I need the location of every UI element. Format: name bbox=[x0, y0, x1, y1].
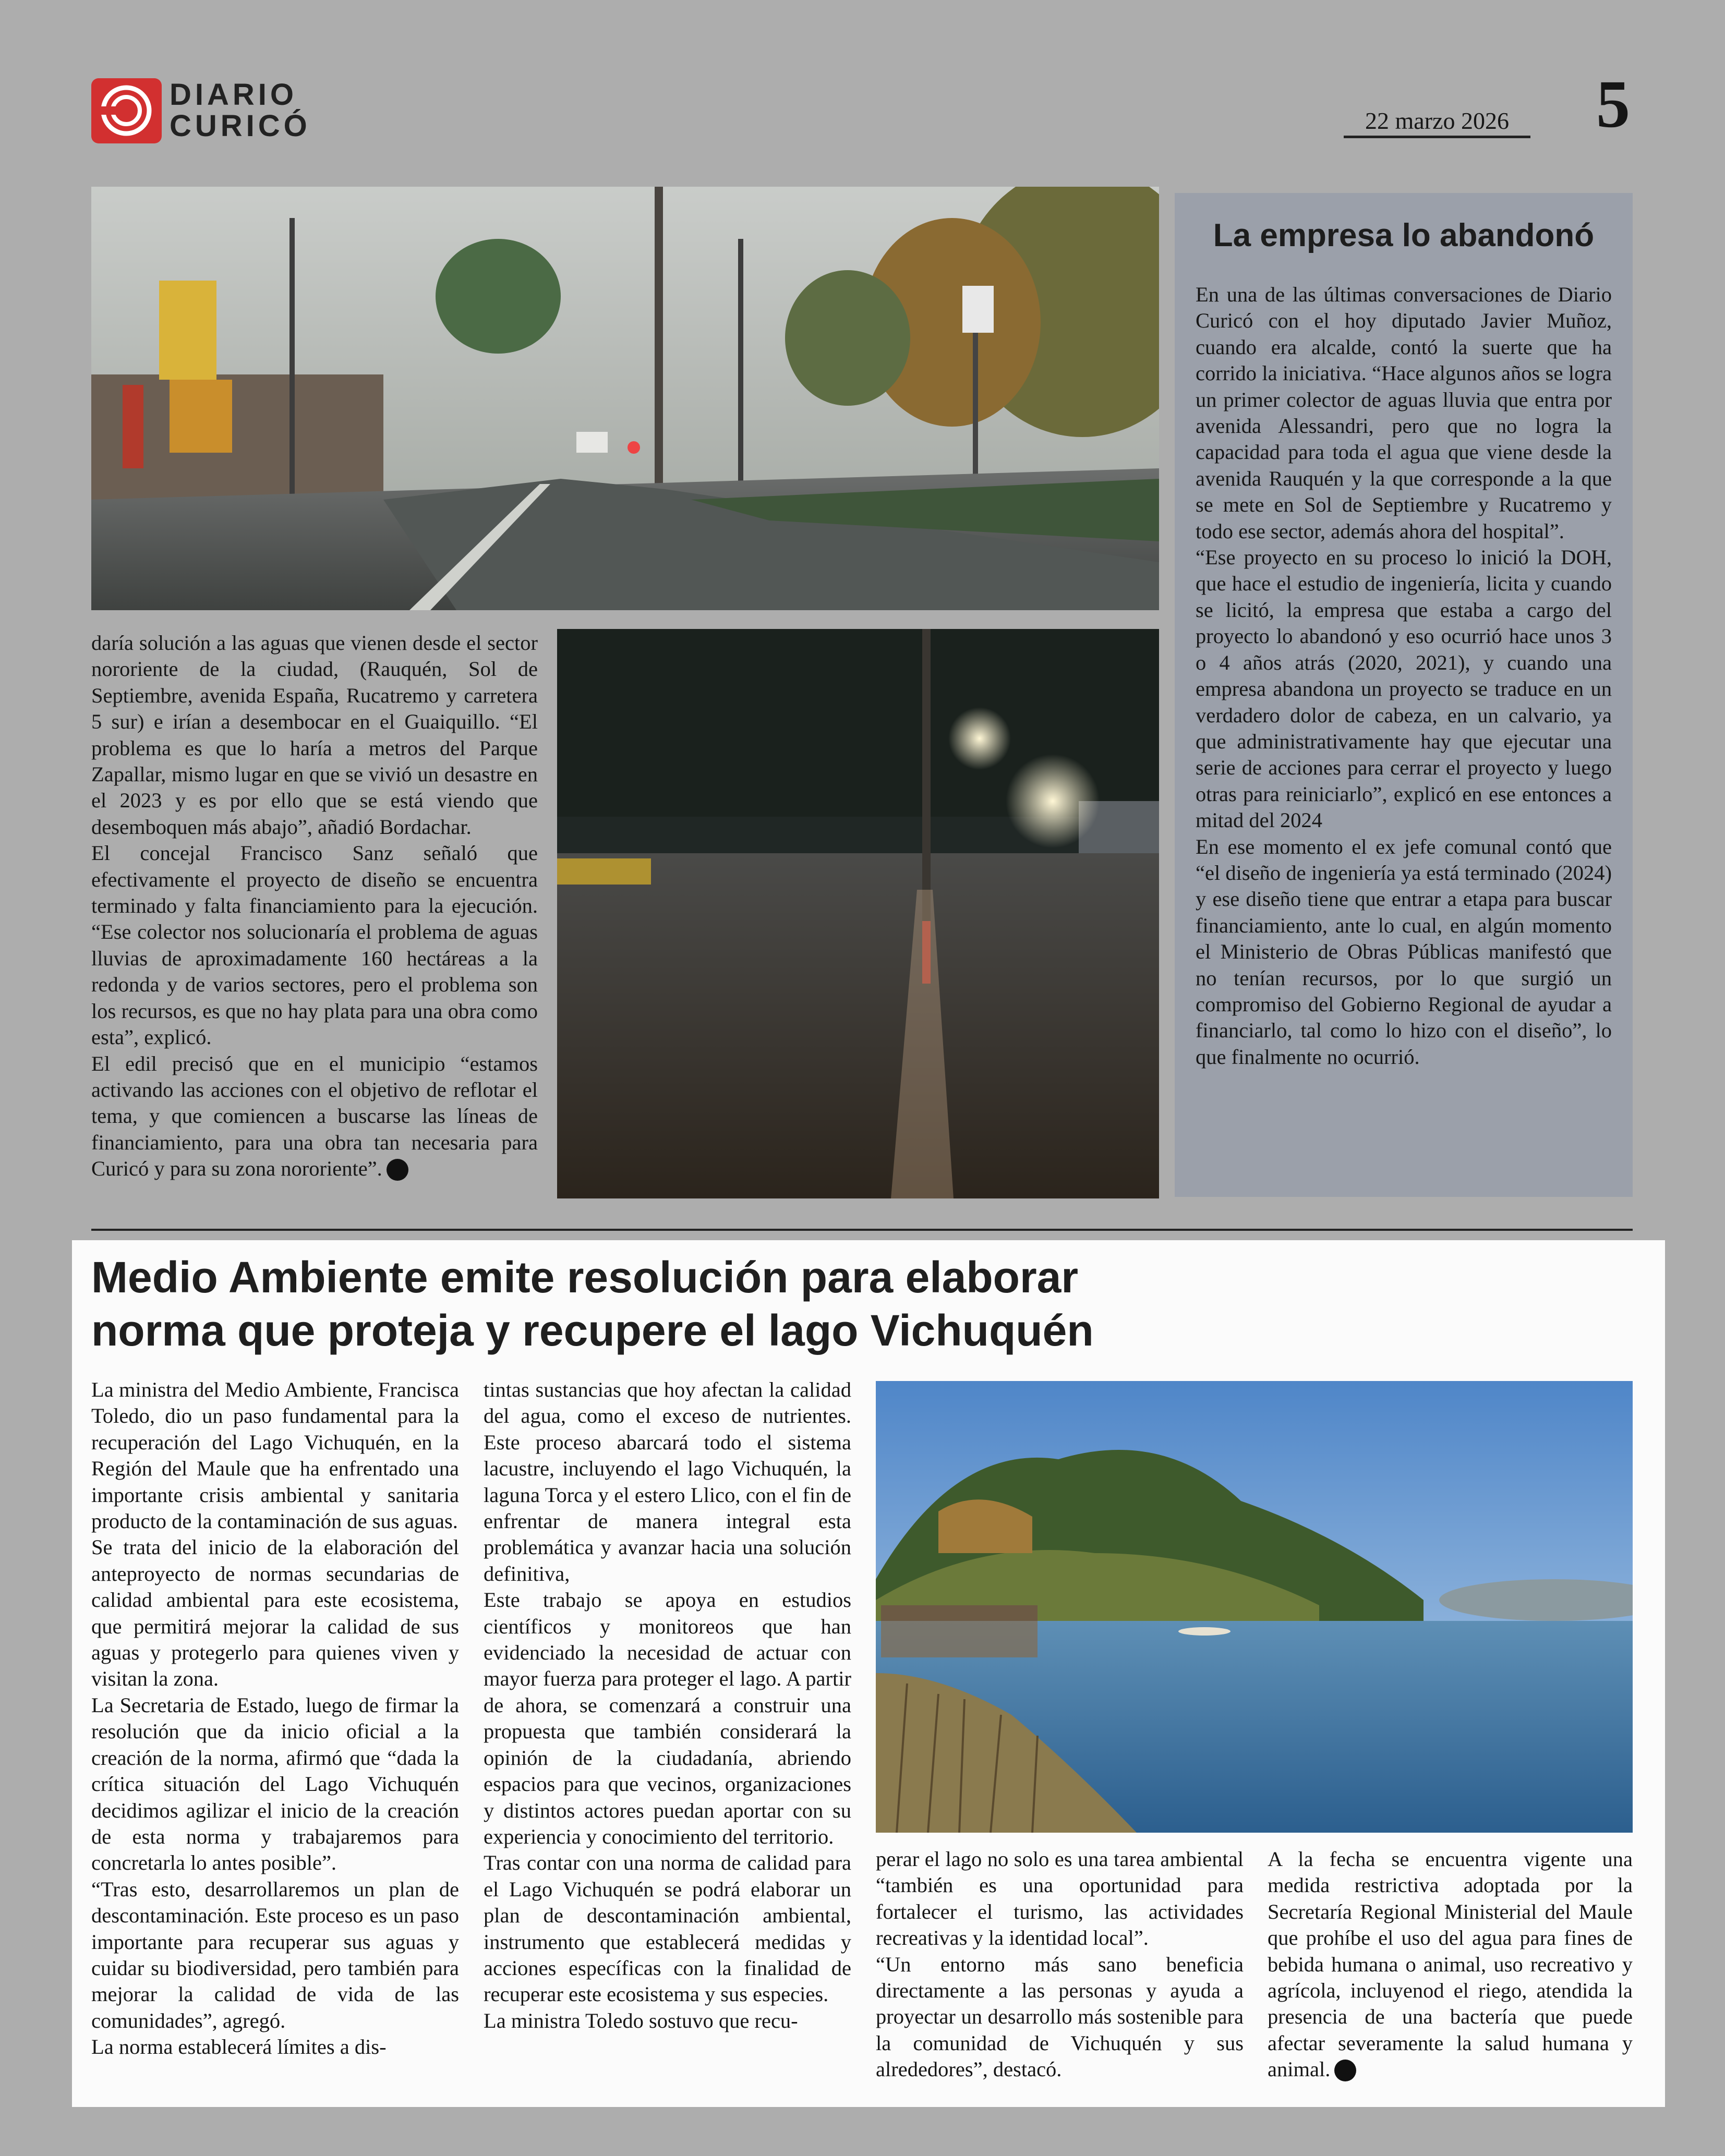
story-top-paragraph: El edil precisó que en el municipio “estamos activando las acciones con el objetivo de reflotar el tema, y que comiencen a buscarse las líneas de financiamiento, para una obra tan necesaria para Curicó y para su zona nororiente”. bbox=[91, 1051, 538, 1181]
story-paragraph: perar el lago no solo es una tarea ambiental “también es una oportunidad para fortalecer el turismo, las actividades recreativas y la identidad local”. bbox=[876, 1847, 1244, 1950]
story-paragraph: “Un entorno más sano beneficia directamente a las personas y ayuda a proyectar un desarrollo más sostenible para la comunidad de Vichuquén y sus alrededores”, destacó. bbox=[876, 1952, 1244, 2081]
page-number: 5 bbox=[1596, 67, 1630, 142]
story-paragraph: “Tras esto, desarrollaremos un plan de descontaminación. Este proceso es un paso importante para recuperar sus aguas y cuidar su biodiversidad, pero también para mejorar la calidad de vida de las comunidades”, agregó. bbox=[91, 1877, 459, 2032]
logo-line-diario: DIARIO bbox=[170, 78, 297, 112]
lake-vichuquen-photo bbox=[876, 1381, 1633, 1833]
story-top-body bbox=[91, 630, 538, 1182]
sidebar-body bbox=[1196, 282, 1612, 1070]
sidebar-paragraph: En una de las últimas conversaciones de Diario Curicó con el hoy diputado Javier Muñoz, cuando era alcalde, contó la suerte que ha corrido la iniciativa. “Hace algunos años se logra un primer colector de aguas lluvia que entra por avenida Alessandri, pero que no logra la capacidad para toda el agua que viene desde la avenida Rauquén y la que corresponde a la que se mete en Sol de Septiembre y Rucatremo y todo ese sector, además ahora del hospital”. bbox=[1196, 283, 1612, 543]
story-top-paragraph: daría solución a las aguas que vienen desde el sector nororiente de la ciudad, (Rauquén, Sol de Septiembre, avenida España, Rucatremo y carretera 5 sur) e irían a desembocar en el Guaiquillo. “El problema es que lo haría a metros del Parque Zapallar, mismo lugar en que se vivió un desastre en el 2023 y es por ello que se está viendo que desemboquen más abajo”, añadió Bordachar. bbox=[91, 631, 538, 839]
story-paragraph: La norma establecerá límites a dis- bbox=[91, 2035, 387, 2059]
story-bottom-column-1 bbox=[91, 1377, 459, 2061]
logo-d-icon bbox=[91, 78, 162, 143]
end-of-story-bullet-icon bbox=[387, 1159, 408, 1181]
issue-date: 22 marzo 2026 bbox=[1344, 107, 1530, 138]
story-paragraph: Tras contar con una norma de calidad para el Lago Vichuquén se podrá elaborar un plan de descontaminación ambiental, instrumento que establecerá medidas y acciones específicas con la finalidad de recuperar este ecosistema y sus especies. bbox=[484, 1851, 851, 2006]
story-bottom-column-4 bbox=[1268, 1846, 1633, 2083]
end-of-story-bullet-icon bbox=[1334, 2060, 1356, 2081]
sidebar-box bbox=[1175, 193, 1633, 1197]
sidebar-paragraph: En ese momento el ex jefe comunal contó que “el diseño de ingeniería ya está terminado (2024) y ese diseño tiene que entrar a etapa para buscar financiamiento, ante lo cual, en algún momento el Ministerio de Obras Públicas manifestó que no tenían recursos, por lo que surgió un compromiso del Gobierno Regional de ayudar a financiarlo, tal como lo hizo con el diseño”, lo que finalmente no ocurrió. bbox=[1196, 834, 1612, 1069]
story-paragraph: A la fecha se encuentra vigente una medida restrictiva adoptada por la Secretaría Regional Ministerial del Maule que prohíbe el uso del agua para fines de bebida humana o animal, uso recreativo y agrícola, incluyenod el riego, atendida la presencia de una bactería que puede afectar severamente la salud humana y animal. bbox=[1268, 1847, 1633, 2081]
story-bottom-column-2 bbox=[484, 1377, 851, 2034]
logo-line-curico: CURICÓ bbox=[170, 109, 311, 143]
diario-curico-logo-mark bbox=[91, 78, 162, 143]
story-top-paragraph: El concejal Francisco Sanz señaló que efectivamente el proyecto de diseño se encuentra terminado y falta financiamiento para la ejecución. “Ese colector nos solucionaría el problema de aguas lluvias de aproximadamente 160 hectáreas a la redonda y de varios sectores, pero el problema son los recursos, es que no hay plata para una obra como esta”, explicó. bbox=[91, 841, 538, 1049]
story-headline[interactable] bbox=[91, 1251, 1447, 1357]
story-bottom-column-3 bbox=[876, 1846, 1244, 2083]
story-paragraph: Se trata del inicio de la elaboración del anteproyecto de normas secundarias de calidad ambiental para este ecosistema, que permitirá mejorar la calidad de sus aguas y protegerlo para quienes viven y visitan la zona. bbox=[91, 1535, 459, 1691]
sidebar-title: La empresa lo abandonó bbox=[1213, 217, 1595, 253]
story-paragraph: La Secretaria de Estado, luego de firmar la resolución que da inicio oficial a la creación de la norma, afirmó que “dada la crítica situación del Lago Vichuquén decidimos agilizar el inicio de la creación de esta norma y trabajaremos para concretarla lo antes posible”. bbox=[91, 1693, 459, 1875]
headline-line: norma que proteja y recupere el lago Vichuquén bbox=[91, 1306, 1094, 1355]
section-divider bbox=[91, 1229, 1633, 1231]
sidebar-paragraph: “Ese proyecto en su proceso lo inició la DOH, que hace el estudio de ingeniería, licita y cuando se licitó, la empresa que estaba a cargo del proyecto lo abandonó y eso ocurrió hace unos 3 o 4 años atrás (2020, 2021), y cuando una empresa abandona un proyecto se traduce en un verdadero dolor de cabeza, en un calvario, ya que administrativamente hay que ejecutar una serie de acciones para cerrar el proyecto y luego otras para reiniciarlo”, explicó en ese entonces a mitad del 2024 bbox=[1196, 546, 1612, 832]
story-paragraph: Este trabajo se apoya en estudios científicos y monitoreos que han evidenciado la necesidad de actuar con mayor fuerza para proteger el lago. A partir de ahora, se comenzará a construir una propuesta que también considerará la opinión de la ciudadanía, abriendo espacios para que vecinos, organizaciones y distintos actores puedan aportar con su experiencia y conocimiento del territorio. bbox=[484, 1588, 851, 1848]
rainy-street-photo bbox=[91, 187, 1159, 610]
story-paragraph: La ministra del Medio Ambiente, Francisca Toledo, dio un paso fundamental para la recuperación del Lago Vichuquén, en la Región del Maule que ha enfrentado una importante crisis ambiental y sanitaria producto de la contaminación de sus aguas. bbox=[91, 1378, 459, 1533]
headline-line: Medio Ambiente emite resolución para elaborar bbox=[91, 1253, 1079, 1302]
story-paragraph: tintas sustancias que hoy afectan la calidad del agua, como el exceso de nutrientes. Este proceso abarcará todo el sistema lacustre, incluyendo el lago Vichuquén, la laguna Torca y el estero Llico, con el fin de enfrentar de manera integral esta problemática y avanzar hacia una solución definitiva, bbox=[484, 1378, 851, 1585]
flooded-street-night-photo bbox=[557, 629, 1159, 1198]
story-paragraph: La ministra Toledo sostuvo que recu- bbox=[484, 2008, 798, 2032]
masthead-logo-text[interactable] bbox=[170, 79, 311, 142]
